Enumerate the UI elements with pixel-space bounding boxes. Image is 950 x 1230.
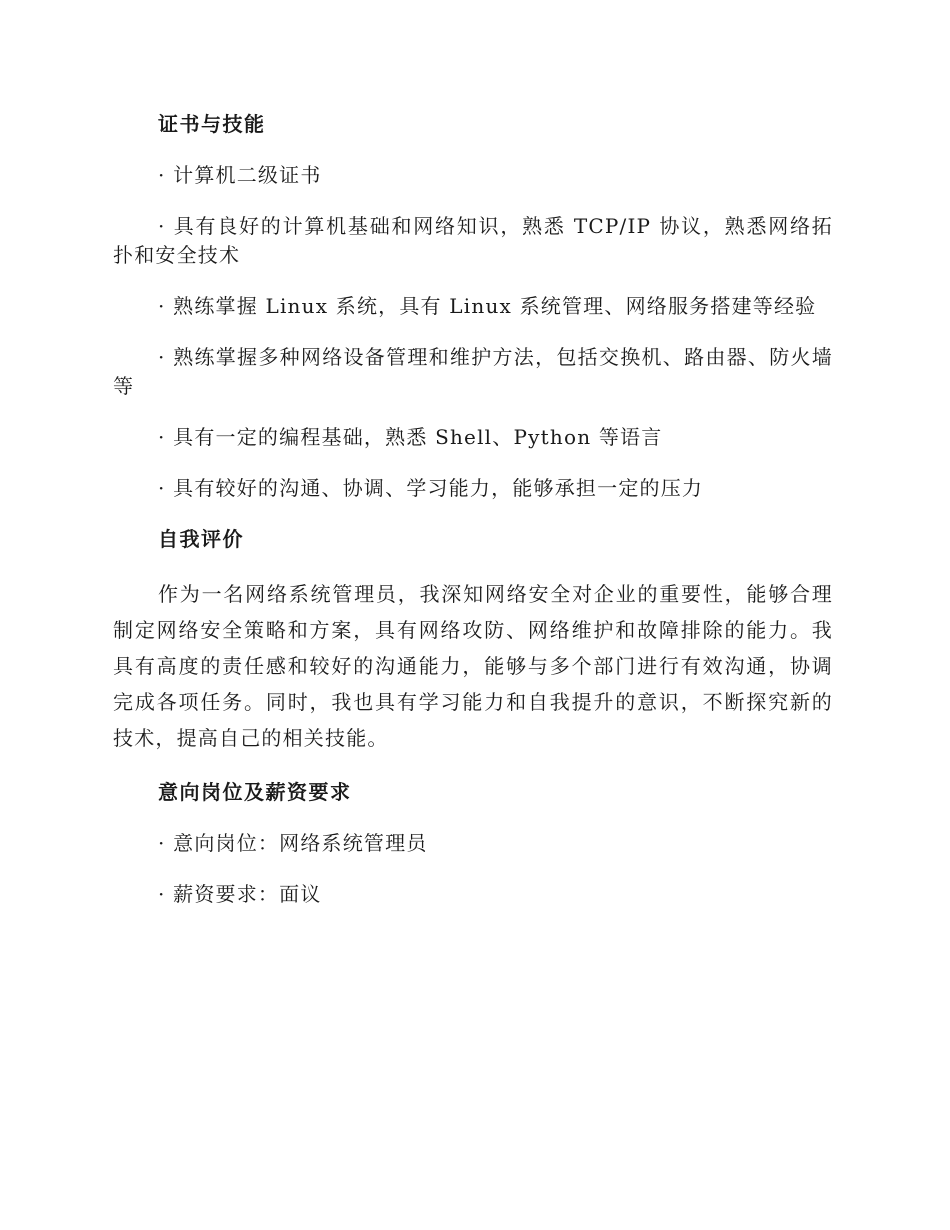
skill-item: · 具有一定的编程基础，熟悉 Shell、Python 等语言: [158, 425, 663, 449]
resume-content: [113, 110, 833, 931]
self-evaluation-paragraph: 作为一名网络系统管理员，我深知网络安全对企业的重要性，能够合理制定网络安全策略和方案，具有网络攻防、网络维护和故障排除的能力。我具有高度的责任感和较好的沟通能力，能够与多个部门进行有效沟通，协调完成各项任务。同时，我也具有学习能力和自我提升的意识，不断探究新的技术，提高自己的相关技能。: [113, 582, 833, 750]
section-title-self-evaluation: 自我评价: [158, 527, 244, 551]
skill-item: · 计算机二级证书: [158, 163, 322, 187]
skill-item: · 具有良好的计算机基础和网络知识，熟悉 TCP/IP 协议，熟悉网络拓扑和安全技术: [113, 214, 833, 267]
skill-item: · 熟练掌握 Linux 系统，具有 Linux 系统管理、网络服务搭建等经验: [158, 294, 817, 318]
skill-item: · 熟练掌握多种网络设备管理和维护方法，包括交换机、路由器、防火墙等: [113, 345, 833, 398]
section-title-job-intent: 意向岗位及薪资要求: [158, 780, 352, 804]
section-title-skills: 证书与技能: [158, 112, 266, 136]
salary-item: · 薪资要求：面议: [158, 882, 322, 906]
job-intent-item: · 意向岗位：网络系统管理员: [158, 831, 428, 855]
skill-item: · 具有较好的沟通、协调、学习能力，能够承担一定的压力: [158, 476, 704, 500]
